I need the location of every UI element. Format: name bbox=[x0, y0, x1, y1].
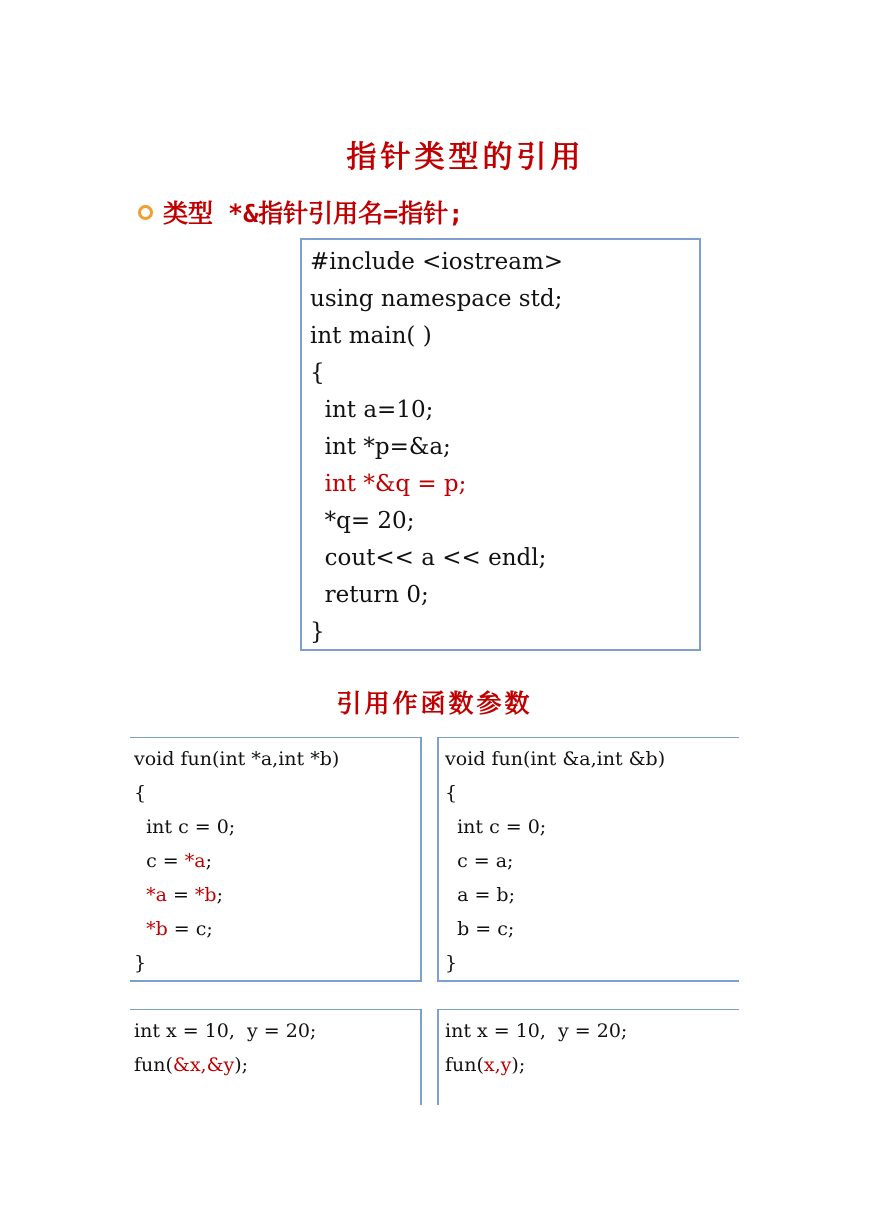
code-line: int c = 0; bbox=[134, 816, 236, 838]
code-line: b = c; bbox=[445, 918, 515, 940]
code-highlight: *b bbox=[146, 918, 168, 940]
code-text bbox=[134, 884, 146, 906]
code-line: } bbox=[310, 619, 325, 645]
code-line: int main( ) bbox=[310, 323, 432, 349]
code-text: = c; bbox=[167, 918, 213, 940]
code-line: a = b; bbox=[445, 884, 515, 906]
code-line-highlight: int *&q = p; bbox=[310, 471, 467, 497]
code-line: } bbox=[134, 952, 147, 974]
section-subtitle: 引用作函数参数 bbox=[336, 689, 533, 718]
bullet-text: 类型 *&指针引用名=指针; bbox=[163, 199, 464, 228]
code-line bbox=[134, 912, 420, 946]
code-line: int c = 0; bbox=[445, 816, 547, 838]
code-text: ); bbox=[234, 1054, 249, 1076]
code-line: *q= 20; bbox=[310, 508, 415, 534]
code-line: #include <iostream> bbox=[310, 249, 564, 275]
pointer-call-panel bbox=[130, 1009, 422, 1105]
code-line: return 0; bbox=[310, 582, 429, 608]
code-text: ; bbox=[205, 850, 212, 872]
pointer-function-panel bbox=[130, 737, 422, 982]
code-line bbox=[134, 844, 420, 878]
code-line bbox=[134, 1048, 420, 1082]
code-line: using namespace std; bbox=[310, 286, 563, 312]
code-text bbox=[134, 918, 146, 940]
code-line: int *p=&a; bbox=[310, 434, 451, 460]
main-code-box bbox=[300, 238, 701, 651]
circle-bullet-icon bbox=[138, 205, 153, 220]
code-text: fun( bbox=[445, 1054, 484, 1076]
code-line: c = a; bbox=[445, 850, 514, 872]
code-line: int x = 10, y = 20; bbox=[445, 1020, 628, 1042]
code-line: { bbox=[445, 782, 458, 804]
code-highlight: *a bbox=[184, 850, 206, 872]
code-line: cout<< a << endl; bbox=[310, 545, 547, 571]
code-text: ; bbox=[216, 884, 223, 906]
code-highlight: *b bbox=[194, 884, 217, 906]
page-title: 指针类型的引用 bbox=[346, 140, 585, 175]
code-line: int a=10; bbox=[310, 397, 434, 423]
code-highlight: &x,&y bbox=[172, 1054, 235, 1076]
code-line: int x = 10, y = 20; bbox=[134, 1020, 317, 1042]
code-line: { bbox=[310, 360, 325, 386]
code-text: = bbox=[166, 884, 195, 906]
code-highlight: *a bbox=[146, 884, 167, 906]
code-text: fun( bbox=[134, 1054, 173, 1076]
code-line: void fun(int *a,int *b) bbox=[134, 748, 340, 770]
code-line bbox=[445, 1048, 739, 1082]
code-highlight: x,y bbox=[483, 1054, 512, 1076]
code-line: void fun(int &a,int &b) bbox=[445, 748, 666, 770]
bullet-item bbox=[138, 194, 463, 230]
code-text: c = bbox=[134, 850, 185, 872]
reference-function-panel bbox=[437, 737, 739, 982]
reference-call-panel bbox=[437, 1009, 739, 1105]
code-line bbox=[134, 878, 420, 912]
code-line: } bbox=[445, 952, 458, 974]
code-text: ); bbox=[511, 1054, 526, 1076]
code-line: { bbox=[134, 782, 147, 804]
